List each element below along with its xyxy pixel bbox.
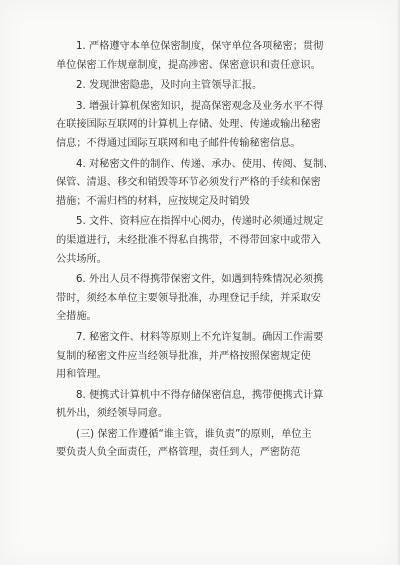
paragraph-line: 的渠道进行，未经批准不得私自携带，不得带回家中或带入 [56,234,321,246]
document-body [56,38,356,463]
paragraph-2 [56,77,356,96]
paragraph-line: 用和管理。 [56,369,107,381]
paragraph-1 [56,38,356,75]
paragraph-line: 复制的秘密文件应当经领导批准，并严格按照保密规定使 [56,350,311,362]
paragraph-line: 公共场所。 [56,253,107,265]
paragraph-line: 1. 严格遵守本单位保密制度，保守单位各项秘密；贯彻 [76,41,324,52]
paragraph-line: 信息；不得通过国际互联网和电子邮件传输秘密信息。 [56,137,301,149]
paragraph-line: 要负责人负全面责任，严格管理，责任到人，严密防范 [56,447,301,459]
paragraph-line: 措施；不需归档的材料，应按规定及时销毁 [56,195,250,207]
paragraph-line: 保管、清退、移交和销毁等环节必须发行严格的手续和保密 [56,177,321,189]
paragraph-line: 4. 对秘密文件的制作、传递、承办、使用、传阅、复制、 [76,158,334,170]
paragraph-7 [56,329,356,385]
paragraph-line: 单位保密工作规章制度，提高涉密、保密意识和责任意识。 [56,59,321,71]
paragraph-line: 机外出，须经领导同意。 [56,408,169,420]
paragraph-9 [56,426,356,463]
paragraph-line: 在联接国际互联网的计算机上存储、处理、传递或输出秘密 [56,119,321,131]
paragraph-line: 8. 便携式计算机中不得存储保密信息，携带便携式计算 [76,389,324,401]
paragraph-6 [56,271,356,327]
paragraph-5 [56,213,356,269]
paragraph-line: 7. 秘密文件、材料等原则上不允许复制。确因工作需要 [76,331,324,343]
paragraph-line: 5. 文件、资料应在指挥中心阅办，传递时必须通过规定 [76,216,324,228]
paragraph-line: (三) 保密工作遵循“谁主管，谁负责”的原则，单位主 [76,428,312,440]
paragraph-8 [56,387,356,424]
paragraph-4 [56,156,356,212]
paragraph-line: 2. 发现泄密隐患，及时向主管领导汇报。 [76,80,263,92]
paragraph-line: 3. 增强计算机保密知识，提高保密观念及业务水平不得 [76,100,324,112]
paragraph-line: 全措施。 [56,311,97,323]
paragraph-line: 带时，须经本单位主要领导批准，办理登记手续，并采取安 [56,292,321,304]
paragraph-3 [56,98,356,154]
paragraph-line: 6. 外出人员不得携带保密文件，如遇到特殊情况必须携 [76,274,324,286]
